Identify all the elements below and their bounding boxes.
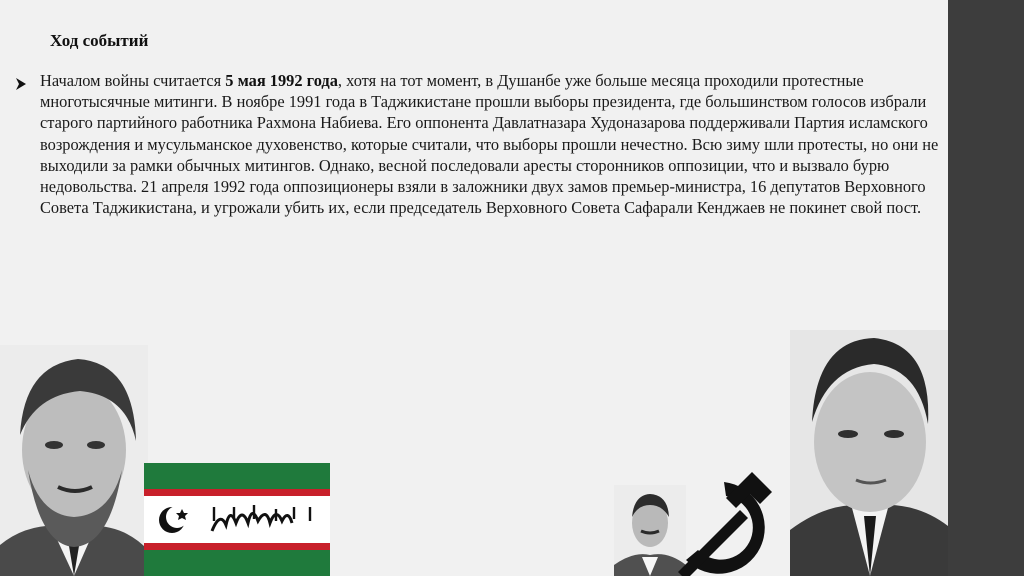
paragraph-bold-date: 5 мая 1992 года: [225, 71, 338, 90]
arrowhead-bullet-icon: [14, 74, 28, 94]
portrait-left-photo: [0, 345, 148, 576]
paragraph-intro: Началом войны считается: [40, 71, 226, 90]
body-paragraph: [40, 70, 940, 218]
slide-title: Ход событий: [50, 31, 149, 50]
hammer-sickle-icon: [668, 468, 792, 576]
portrait-right-photo: [790, 330, 948, 576]
paragraph-rest: , хотя на тот момент, в Душанбе уже больше месяца проходили протестные многотысячные митинги. В ноябре 1991 года в Таджикистане прошли выборы президента, где большинством голосов избрали старого партийного работника Рахмона Набиева. Его оппонента Давлатназара Худоназарова поддерживали Партия исламского возрождения и мусульманское духовенство, которые считали, что выборы прошли нечестно. Всю зиму шли протесты, но они не выходили за рамки обычных митингов. Однако, весной последовали аресты сторонников оппозиции, что и вызвало бурю недовольства. 21 апреля 1992 года оппозиционеры взяли в заложники двух замов премьер-министра, 16 депутатов Верховного Совета Таджикистана, и угрожали убить их, если председатель Верховного Совета Сафарали Кенджаев не покинет свой пост.: [40, 71, 939, 218]
islamic-flag-icon: [144, 463, 330, 576]
right-sidebar-panel: [948, 0, 1024, 576]
